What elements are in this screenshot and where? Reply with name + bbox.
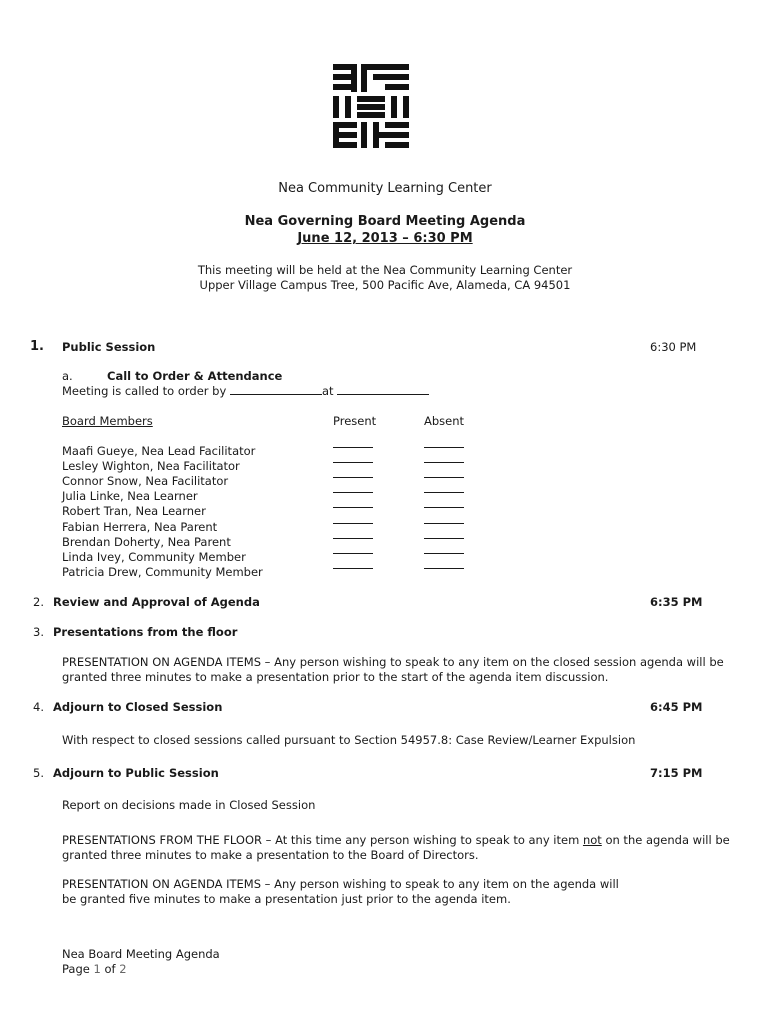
footer-title: Nea Board Meeting Agenda [62,947,220,961]
section-1-time: 6:30 PM [650,340,697,354]
board-member-name: Julia Linke, Nea Learner [62,489,198,503]
footer-page-number: 1 [93,962,101,976]
subsection-a-title: Call to Order & Attendance [107,369,283,383]
nea-logo-icon [333,64,409,148]
org-name: Nea Community Learning Center [278,181,492,196]
doc-date: June 12, 2013 – 6:30 PM [297,231,473,246]
present-blank[interactable] [333,538,373,539]
section-4-title: Adjourn to Closed Session [53,700,223,714]
present-blank[interactable] [333,447,373,448]
absent-header: Absent [424,414,465,428]
absent-blank[interactable] [424,492,464,493]
section-5-number: 5. [33,766,44,780]
present-header: Present [333,414,377,428]
section-2-title: Review and Approval of Agenda [53,595,260,609]
footer-of-word: of [104,962,116,976]
section-5-para-1-line-1 [62,833,730,847]
section-4-time: 6:45 PM [650,700,703,714]
board-member-name: Connor Snow, Nea Facilitator [62,474,229,488]
section-5-title: Adjourn to Public Session [53,766,219,780]
board-member-name: Robert Tran, Nea Learner [62,504,206,518]
section-4-text: With respect to closed sessions called pursuant to Section 54957.8: Case Review/Learner Expulsion [62,733,636,747]
para-1-after: on the agenda will be [601,833,730,847]
called-at-word: at [321,384,334,398]
called-by-blank[interactable] [230,384,322,395]
section-2-number: 2. [33,595,44,609]
called-at-blank[interactable] [337,384,429,395]
present-blank[interactable] [333,523,373,524]
para-1-before: PRESENTATIONS FROM THE FLOOR – At this time any person wishing to speak to any item [62,833,583,847]
present-blank[interactable] [333,492,373,493]
location-line-2: Upper Village Campus Tree, 500 Pacific Ave, Alameda, CA 94501 [199,278,571,292]
para-1-not: not [582,833,602,847]
board-member-name: Lesley Wighton, Nea Facilitator [62,459,240,473]
section-5-report: Report on decisions made in Closed Session [62,798,316,812]
board-member-name: Maafi Gueye, Nea Lead Facilitator [62,444,256,458]
section-5-para-2-line-2: be granted five minutes to make a presentation just prior to the agenda item. [62,892,511,906]
section-5-para-1-line-2: granted three minutes to make a presentation to the Board of Directors. [62,848,479,862]
nea-logo [333,64,409,151]
doc-title: Nea Governing Board Meeting Agenda [244,214,526,229]
absent-blank[interactable] [424,447,464,448]
present-blank[interactable] [333,477,373,478]
section-3-text-line-1: PRESENTATION ON AGENDA ITEMS – Any person wishing to speak to any item on the closed session agenda will be [62,655,724,669]
section-3-text-line-2: granted three minutes to make a presentation prior to the start of the agenda item discussion. [62,670,609,684]
section-1-number: 1. [30,339,44,354]
present-blank[interactable] [333,462,373,463]
section-2-time: 6:35 PM [650,595,703,609]
present-blank[interactable] [333,568,373,569]
section-3-number: 3. [33,625,44,639]
called-to-order-line [62,384,429,398]
present-blank[interactable] [333,507,373,508]
board-member-name: Linda Ivey, Community Member [62,550,246,564]
footer-page-word: Page [62,962,90,976]
absent-blank[interactable] [424,477,464,478]
absent-blank[interactable] [424,553,464,554]
subsection-a-letter: a. [62,369,73,383]
section-1-title: Public Session [62,340,156,354]
absent-blank[interactable] [424,507,464,508]
present-blank[interactable] [333,553,373,554]
section-3-title: Presentations from the floor [53,625,238,639]
absent-blank[interactable] [424,523,464,524]
board-member-name: Patricia Drew, Community Member [62,565,263,579]
board-members-header: Board Members [62,414,153,428]
section-4-number: 4. [33,700,44,714]
location-line-1: This meeting will be held at the Nea Community Learning Center [197,263,573,277]
called-to-order-prefix: Meeting is called to order by [62,384,227,398]
section-5-time: 7:15 PM [650,766,703,780]
absent-blank[interactable] [424,462,464,463]
board-member-name: Brendan Doherty, Nea Parent [62,535,231,549]
footer-page-total: 2 [119,962,127,976]
section-5-para-2-line-1: PRESENTATION ON AGENDA ITEMS – Any person wishing to speak to any item on the agenda will [62,877,619,891]
board-member-name: Fabian Herrera, Nea Parent [62,520,218,534]
footer-page-info [62,962,127,976]
absent-blank[interactable] [424,538,464,539]
absent-blank[interactable] [424,568,464,569]
